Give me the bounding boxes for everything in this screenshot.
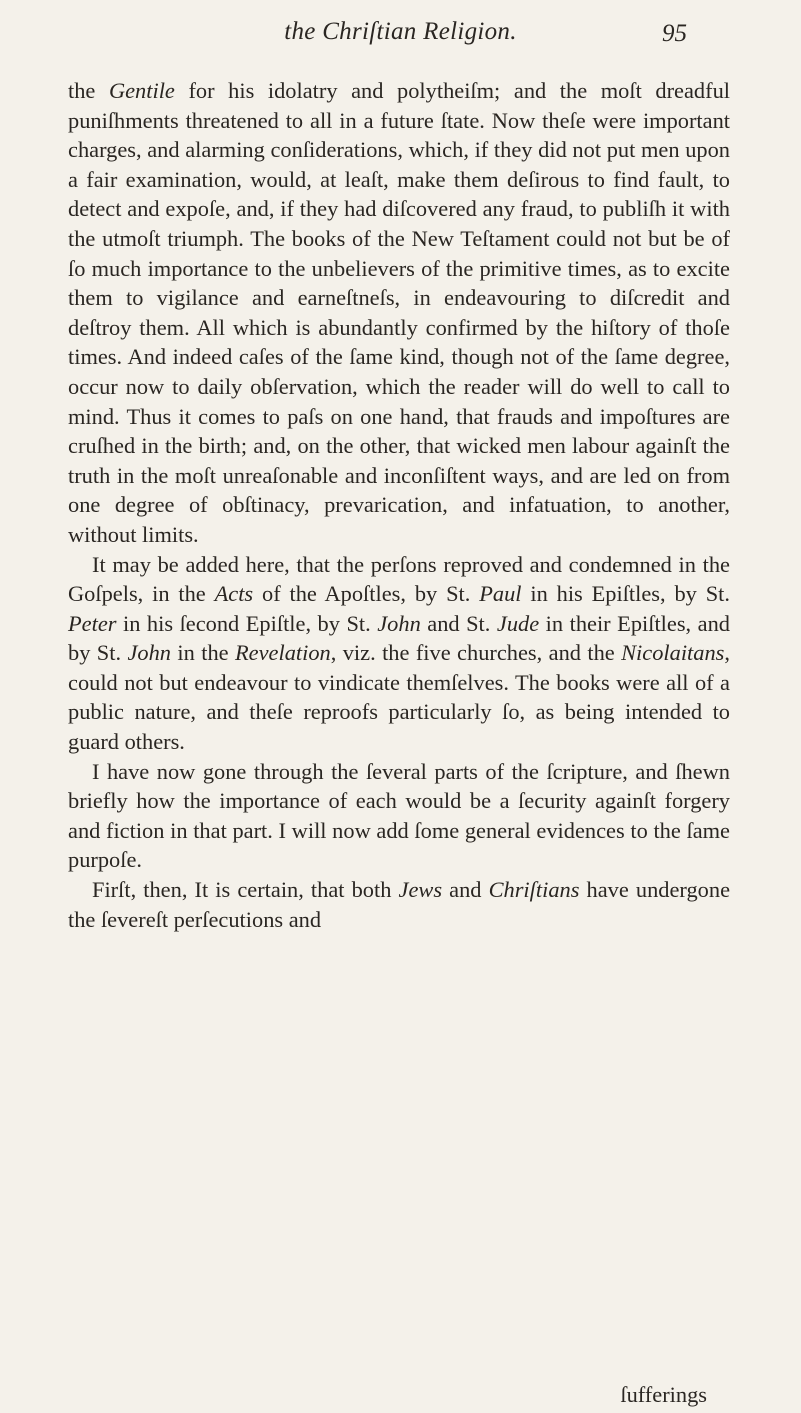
text-run: and <box>442 877 489 903</box>
text-run: the <box>68 78 109 103</box>
italic-term: Gentile <box>108 78 175 103</box>
paragraph <box>68 76 730 550</box>
text-run: Firſt, then, It is certain, that both <box>92 877 399 903</box>
paragraph <box>68 757 730 875</box>
italic-term: Acts <box>214 581 254 607</box>
text-run: in the <box>171 640 235 666</box>
italic-term: Jews <box>398 877 443 903</box>
text-run: , could not but endeavour to vindicate themſelves. The books were all of a public nature, and theſe reproofs particularly ſo, as being intended to guard others. <box>68 640 730 755</box>
text-run: in his ſecond Epiſtle, by St. <box>116 610 378 636</box>
italic-term: Peter <box>68 610 117 636</box>
italic-term: Nicolaitans <box>621 640 725 666</box>
catchword: ſufferings <box>620 1382 707 1407</box>
text-run: of the Apoſtles, by St. <box>253 581 480 607</box>
italic-term: Revelation <box>234 640 331 666</box>
text-run: have undergone the ſevereſt perſecutions and <box>68 877 731 932</box>
italic-term: John <box>127 640 171 666</box>
text-run: It may be added here, that the perſons reproved and condemned in the Goſpels, in the <box>68 551 730 607</box>
text-run: in his Epiſtles, by St. <box>521 581 730 607</box>
page-number: 95 <box>662 20 687 47</box>
text-run: , viz. the five churches, and the <box>330 640 622 666</box>
text-run: for his idolatry and polytheiſm; and the moſt dreadful puniſhments threatened to all in a future ſtate. Now theſe were important charges, and alarming conſiderations, which, if they did not put men upon a fair examination, would, at leaſt, make them deſirous to find fault, to detect and expoſe, and, if they had diſcovered any fraud, to publiſh it with the utmoſt triumph. The books of the New Teſtament could not but be of ſo much importance to the unbelievers of the primitive times, as to excite them to vigilance and earneſtneſs, in endeavouring to diſcredit and deſtroy them. All which is abundantly confirmed by the hiſtory of thoſe times. And indeed caſes of the ſame kind, though not of the ſame degree, occur now to daily obſervation, which the reader will do well to call to mind. Thus it comes to paſs on one hand, that frauds and impoſtures are cruſhed in the birth; and, on the other, that wicked men labour againſt the truth in the moſt unreaſonable and inconſiſtent ways, and are led on from one degree of obſtinacy, prevarication, and infatuation, to another, without limits. <box>68 78 730 547</box>
running-title: the Chriſtian Religion. <box>284 18 517 45</box>
italic-term: Chriſtians <box>488 877 580 903</box>
paragraph <box>68 550 730 757</box>
body-text <box>68 76 730 934</box>
paragraph <box>68 875 730 934</box>
italic-term: John <box>377 610 421 636</box>
text-run: I have now gone through the ſeveral parts of the ſcripture, and ſhewn briefly how the importance of each would be a ſecurity againſt forgery and fiction in that part. I will now add ſome general evidences to the ſame purpoſe. <box>68 758 730 873</box>
text-run: and St. <box>420 610 497 636</box>
italic-term: Paul <box>479 581 522 607</box>
running-head <box>0 14 801 54</box>
text-run: in their Epiſtles, and by St. <box>68 610 730 666</box>
italic-term: Jude <box>496 610 540 636</box>
